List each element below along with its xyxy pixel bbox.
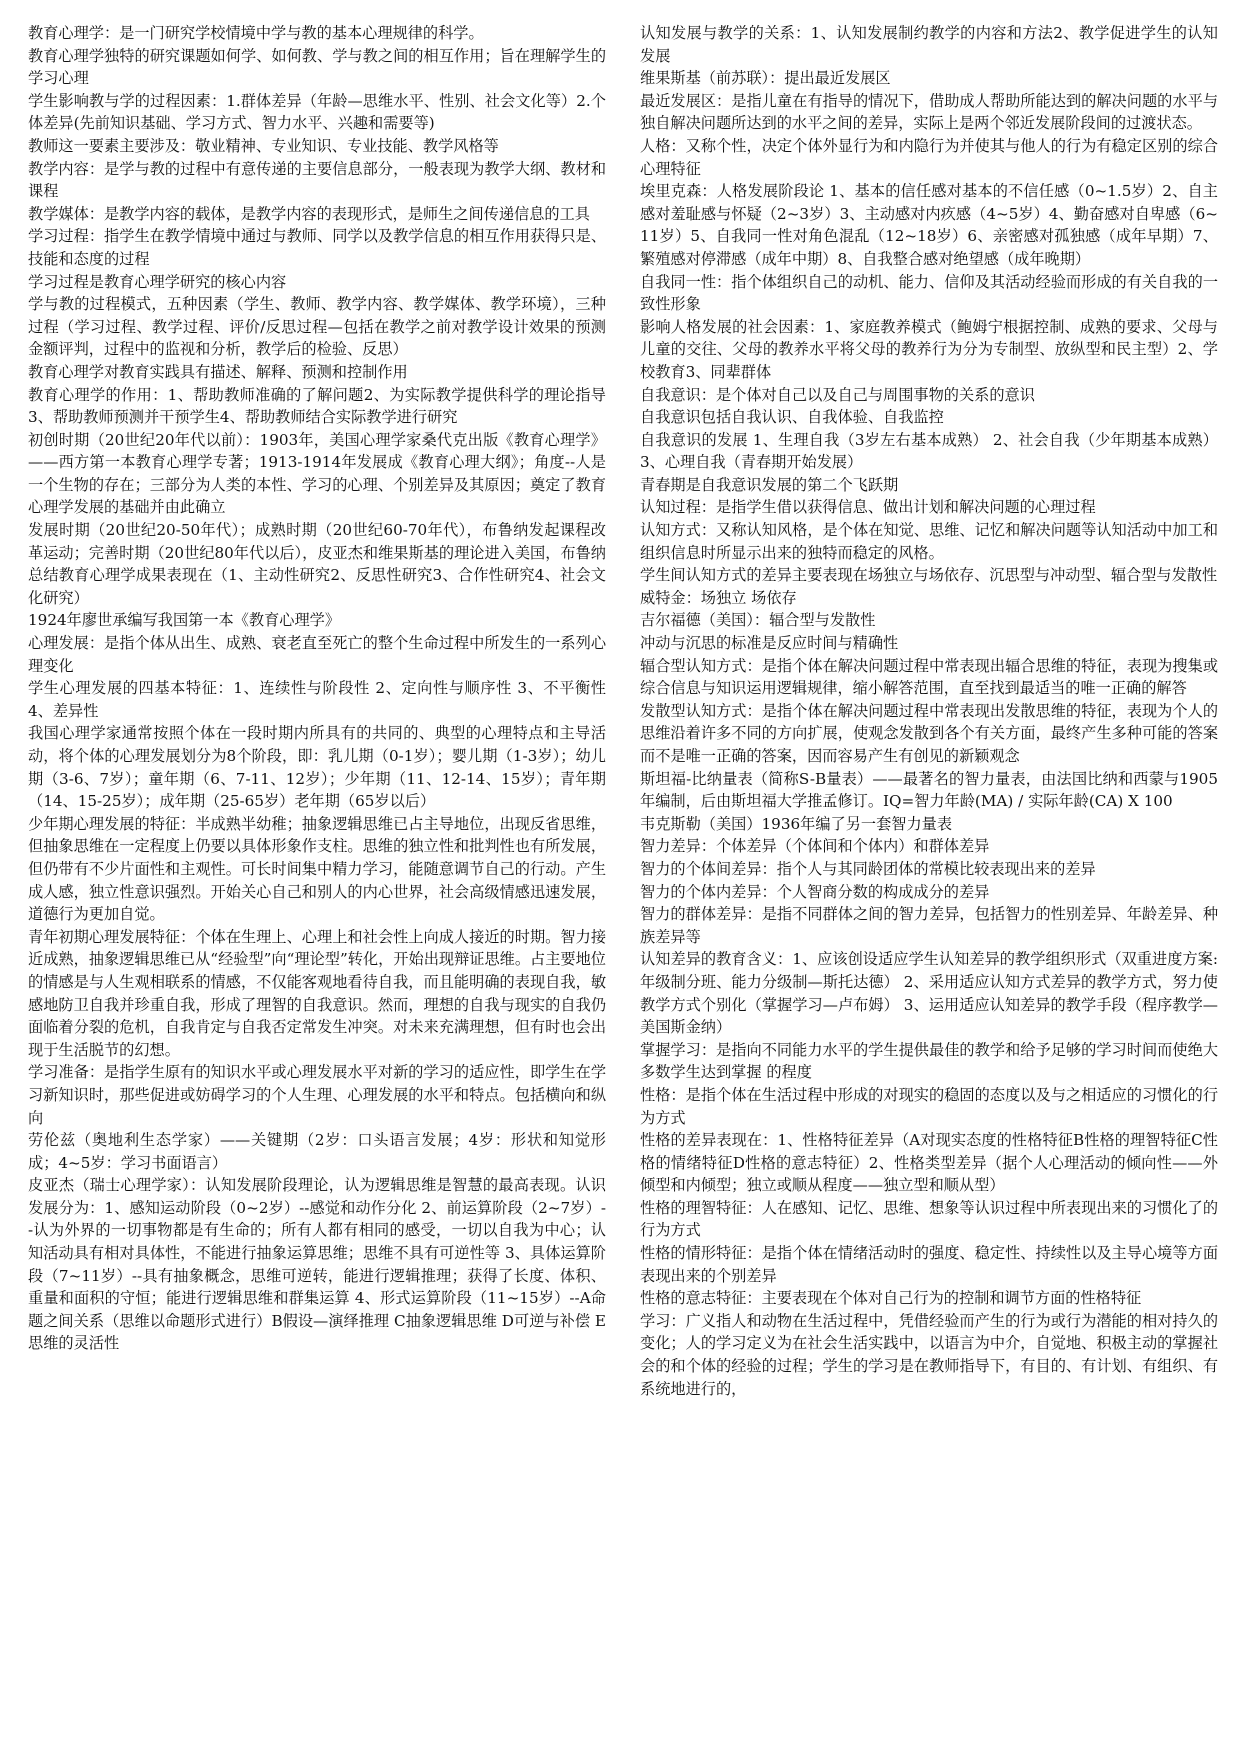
paragraph: 教学媒体：是教学内容的载体，是教学内容的表现形式，是师生之间传递信息的工具	[28, 204, 590, 223]
paragraph: 劳伦兹（奥地利生态学家）——关键期（2岁：口头语言发展；4岁：形状和知觉形成；4~5岁：学习书面语言）	[28, 1131, 606, 1172]
left-column	[28, 22, 606, 1738]
paragraph: 性格的理智特征：人在感知、记忆、思维、想象等认识过程中所表现出来的习惯化了的行为方式	[640, 1198, 1218, 1240]
paragraph: 维果斯基（前苏联）：提出最近发展区	[640, 69, 891, 88]
paragraph: 认知过程：是指学生借以获得信息、做出计划和解决问题的心理过程	[640, 498, 1096, 517]
paragraph: 学生心理发展的四基本特征：1、连续性与阶段性 2、定向性与顺序性 3、不平衡性 4、差异性	[28, 679, 606, 720]
paragraph: 教学内容：是学与教的过程中有意传递的主要信息部分，一般表现为教学大纲、教材和课程	[28, 159, 606, 201]
paragraph: 学习过程：指学生在教学情境中通过与教师、同学以及教学信息的相互作用获得只是、技能和态度的过程	[28, 227, 606, 268]
paragraph: 辐合型认知方式：是指个体在解决问题过程中常表现出辐合思维的特征，表现为搜集或综合信息与知识运用逻辑规律，缩小解答范围，直至找到最适当的唯一正确的解答	[640, 656, 1218, 698]
paragraph: 教师这一要素主要涉及：敬业精神、专业知识、专业技能、教学风格等	[28, 136, 499, 155]
paragraph: 自我同一性：指个体组织自己的动机、能力、信仰及其活动经验而形成的有关自我的一致性形象	[640, 272, 1218, 314]
paragraph: 教育心理学的作用：1、帮助教师准确的了解问题2、为实际教学提供科学的理论指导3、帮助教师预测并干预学生4、帮助教师结合实际教学进行研究	[28, 385, 606, 427]
paragraph: 自我意识包括自我认识、自我体验、自我监控	[640, 408, 944, 427]
paragraph: 学习过程是教育心理学研究的核心内容	[28, 272, 287, 291]
right-column	[640, 22, 1218, 1738]
paragraph: 教育心理学：是一门研究学校情境中学与教的基本心理规律的科学。	[28, 24, 484, 42]
paragraph: 认知差异的教育含义：1、应该创设适应学生认知差异的教学组织形式（双重进度方案:年级制分班、能力分级制—斯托达德） 2、采用适应认知方式差异的教学方式，努力使教学方式个别化（掌握学习—卢布姆） 3、运用适应认知差异的教学手段（程序教学—美国斯金纳）	[640, 950, 1218, 1037]
paragraph: 性格的情形特征：是指个体在情绪活动时的强度、稳定性、持续性以及主导心境等方面表现出来的个别差异	[640, 1244, 1218, 1285]
paragraph: 最近发展区：是指儿童在有指导的情况下，借助成人帮助所能达到的解决问题的水平与独自解决问题所达到的水平之间的差异，实际上是两个邻近发展阶段间的过渡状态。	[640, 91, 1218, 133]
paragraph: 发散型认知方式：是指个体在解决问题过程中常表现出发散思维的特征，表现为个人的思维沿着许多不同的方向扩展，使观念发散到各个有关方面，最终产生多种可能的答案而不是唯一正确的答案，因而容易产生有创见的新颖观念	[640, 701, 1218, 765]
paragraph: 韦克斯勒（美国）1936年编了另一套智力量表	[640, 814, 953, 833]
paragraph: 影响人格发展的社会因素：1、家庭教养模式（鲍姆宁根据控制、成熟的要求、父母与儿童的交往、父母的教养水平将父母的教养行为分为专制型、放纵型和民主型）2、学校教育3、同辈群体	[640, 317, 1218, 381]
paragraph: 学生影响教与学的过程因素：1.群体差异（年龄—思维水平、性别、社会文化等）2.个体差异(先前知识基础、学习方式、智力水平、兴趣和需要等)	[28, 91, 606, 133]
paragraph: 我国心理学家通常按照个体在一段时期内所具有的共同的、典型的心理特点和主导活动，将个体的心理发展划分为8个阶段，即：乳儿期（0-1岁）；婴儿期（1-3岁）；幼儿期（3-6、7岁）；童年期（6、7-11、12岁）；少年期（11、12-14、15岁）；青年期（14、15-25岁）；成年期（25-65岁）老年期（65岁以后）	[28, 724, 606, 811]
paragraph: 吉尔福德（美国）：辐合型与发散性	[640, 611, 876, 630]
paragraph: 认知发展与教学的关系：1、认知发展制约教学的内容和方法2、教学促进学生的认知发展	[640, 24, 1218, 65]
paragraph: 智力的个体内差异：个人智商分数的构成成分的差异	[640, 882, 990, 901]
paragraph: 发展时期（20世纪20-50年代）；成熟时期（20世纪60-70年代），布鲁纳发起课程改革运动；完善时期（20世纪80年代以后），皮亚杰和维果斯基的理论进入美国，布鲁纳总结教育心理学成果表现在（1、主动性研究2、反思性研究3、合作性研究4、社会文化研究）	[28, 521, 606, 607]
paragraph: 学与教的过程模式，五种因素（学生、教师、教学内容、教学媒体、教学环境），三种过程（学习过程、教学过程、评价/反思过程—包括在教学之前对教学设计效果的预测金额评判，过程中的监视和分析，教学后的检验、反思）	[28, 295, 606, 359]
paragraph: 认知方式：又称认知风格，是个体在知觉、思维、记忆和解决问题等认知活动中加工和组织信息时所显示出来的独特而稳定的风格。	[640, 521, 1218, 562]
paragraph: 智力的群体差异：是指不同群体之间的智力差异，包括智力的性别差异、年龄差异、种族差异等	[640, 905, 1218, 946]
document-page	[28, 22, 1218, 1738]
paragraph: 智力的个体间差异：指个人与其同龄团体的常模比较表现出来的差异	[640, 859, 1096, 878]
paragraph: 皮亚杰（瑞士心理学家）：认知发展阶段理论，认为逻辑思维是智慧的最高表现。认识发展分为：1、感知运动阶段（0~2岁）--感觉和动作分化 2、前运算阶段（2~7岁）--认为外界的一切事物都是有生命的；所有人都有相同的感受，一切以自我为中心；认知活动具有相对具体性，不能进行抽象运算思维；思维不具有可逆性等 3、具体运算阶段（7~11岁）--具有抽象概念，思维可逆转，能进行逻辑推理；获得了长度、体积、重量和面积的守恒；能进行逻辑思维和群集运算 4、形式运算阶段（11~15岁）--A命题之间关系（思维以命题形式进行）B假设—演绎推理 C抽象逻辑思维 D可逆与补偿 E思维的灵活性	[28, 1176, 606, 1353]
paragraph: 教育心理学对教育实践具有描述、解释、预测和控制作用	[28, 362, 408, 381]
paragraph: 青春期是自我意识发展的第二个飞跃期	[640, 475, 899, 494]
paragraph: 青年初期心理发展特征：个体在生理上、心理上和社会性上向成人接近的时期。智力接近成熟，抽象逻辑思维已从“经验型”向“理论型”转化，开始出现辩证思维。占主要地位的情感是与人生观相联系的情感，不仅能客观地看待自我，而且能明确的表现自我，敏感地防卫自我并珍重自我，形成了理智的自我意识。然而，理想的自我与现实的自我仍面临着分裂的危机，自我肯定与自我否定常发生冲突。对未来充满理想，但有时也会出现于生活脱节的幻想。	[28, 927, 606, 1059]
paragraph: 掌握学习：是指向不同能力水平的学生提供最佳的教学和给予足够的学习时间而使绝大多数学生达到掌握 的程度	[640, 1040, 1218, 1082]
paragraph: 学生间认知方式的差异主要表现在场独立与场依存、沉思型与冲动型、辐合型与发散性	[640, 566, 1218, 585]
paragraph: 心理发展：是指个体从出生、成熟、衰老直至死亡的整个生命过程中所发生的一系列心理变化	[28, 634, 606, 675]
paragraph: 性格的差异表现在：1、性格特征差异（A对现实态度的性格特征B性格的理智特征C性格的情绪特征D性格的意志特征）2、性格类型差异（据个人心理活动的倾向性——外倾型和内倾型；独立或顺从程度——独立型和顺从型）	[640, 1131, 1218, 1195]
paragraph: 自我意识的发展 1、生理自我（3岁左右基本成熟） 2、社会自我（少年期基本成熟） 3、心理自我（青春期开始发展）	[640, 430, 1218, 472]
paragraph: 性格：是指个体在生活过程中形成的对现实的稳固的态度以及与之相适应的习惯化的行为方式	[640, 1085, 1218, 1127]
paragraph: 斯坦福-比纳量表（简称S-B量表）——最著名的智力量表，由法国比纳和西蒙与1905年编制，后由斯坦福大学推孟修订。IQ=智力年龄(MA) / 实际年龄(CA) X 100	[640, 769, 1218, 811]
paragraph: 1924年廖世承编写我国第一本《教育心理学》	[28, 611, 341, 630]
paragraph: 冲动与沉思的标准是反应时间与精确性	[640, 634, 899, 653]
paragraph: 学习准备：是指学生原有的知识水平或心理发展水平对新的学习的适应性，即学生在学习新知识时，那些促进或妨碍学习的个人生理、心理发展的水平和特点。包括横向和纵向	[28, 1063, 606, 1127]
paragraph: 初创时期（20世纪20年代以前）：1903年，美国心理学家桑代克出版《教育心理学》——西方第一本教育心理学专著；1913-1914年发展成《教育心理大纲》；角度--人是一个生物的存在；三部分为人类的本性、学习的心理、个别差异及其原因；奠定了教育心理学发展的基础并由此确立	[28, 430, 606, 517]
paragraph: 威特金：场独立 场依存	[640, 588, 797, 607]
paragraph: 少年期心理发展的特征：半成熟半幼稚；抽象逻辑思维已占主导地位，出现反省思维，但抽象思维在一定程度上仍要以具体形象作支柱。思维的独立性和批判性也有所发展，但仍带有不少片面性和主观性。可长时间集中精力学习，能随意调节自己的行动。产生成人感，独立性意识强烈。开始关心自己和别人的内心世界，社会高级情感迅速发展，道德行为更加自觉。	[28, 814, 606, 924]
paragraph: 智力差异：个体差异（个体间和个体内）和群体差异	[640, 837, 990, 856]
paragraph: 学习：广义指人和动物在生活过程中，凭借经验而产生的行为或行为潜能的相对持久的变化；人的学习定义为在社会生活实践中，以语言为中介，自觉地、积极主动的掌握社会的和个体的经验的过程；学生的学习是在教师指导下，有目的、有计划、有组织、有系统地进行的，	[640, 1311, 1218, 1398]
paragraph: 性格的意志特征：主要表现在个体对自己行为的控制和调节方面的性格特征	[640, 1289, 1142, 1308]
paragraph: 埃里克森：人格发展阶段论 1、基本的信任感对基本的不信任感（0~1.5岁）2、自主感对羞耻感与怀疑（2~3岁）3、主动感对内疚感（4~5岁）4、勤奋感对自卑感（6~11岁）5、自我同一性对角色混乱（12~18岁）6、亲密感对孤独感（成年早期）7、繁殖感对停滞感（成年中期）8、自我整合感对绝望感（成年晚期）	[640, 182, 1218, 268]
paragraph: 教育心理学独特的研究课题如何学、如何教、学与教之间的相互作用；旨在理解学生的学习心理	[28, 46, 606, 88]
paragraph: 人格：又称个性，决定个体外显行为和内隐行为并使其与他人的行为有稳定区别的综合心理特征	[640, 136, 1218, 178]
paragraph: 自我意识：是个体对自己以及自己与周围事物的关系的意识	[640, 385, 1035, 404]
